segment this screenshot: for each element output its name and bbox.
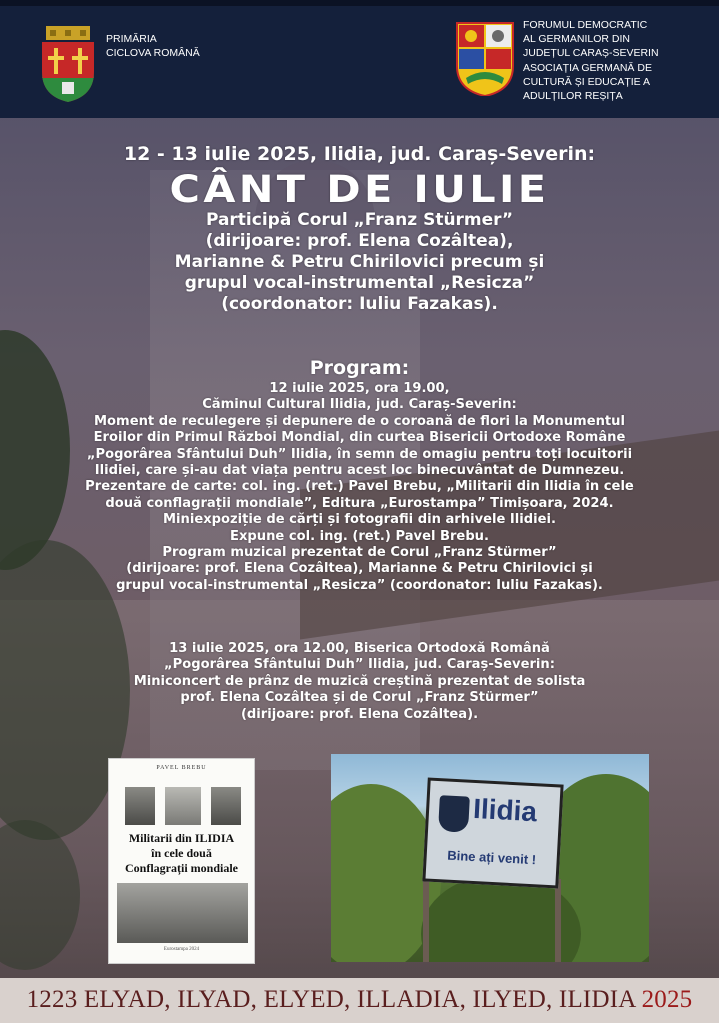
book-title bbox=[109, 831, 254, 876]
program-line: grupul vocal-instrumental „Resicza” (coordonator: Iuliu Fazakas). bbox=[116, 577, 603, 593]
program-day2 bbox=[0, 641, 719, 723]
sign-town-name: Ilidia bbox=[472, 792, 538, 828]
sign-post bbox=[423, 874, 429, 962]
book-publisher bbox=[109, 947, 254, 952]
event-title: CÂNT DE IULIE bbox=[169, 168, 550, 211]
book-title-line: în cele două bbox=[151, 846, 212, 860]
participants-line: grupul vocal-instrumental „Resicza” bbox=[184, 273, 535, 293]
program-line: Eroilor din Primul Război Mondial, din curtea Bisericii Ortodoxe Române bbox=[93, 430, 626, 446]
forum-line-6: ADULȚILOR REȘIȚA bbox=[523, 90, 623, 103]
book-portraits bbox=[125, 787, 241, 825]
header-bar bbox=[0, 0, 719, 118]
book-title-line: Militarii din ILIDIA bbox=[128, 831, 235, 845]
forum-line-3: JUDEȚUL CARAȘ-SEVERIN bbox=[523, 47, 659, 60]
program-line: Moment de reculegere și depunere de o coroană de flori la Monumentul bbox=[94, 413, 625, 429]
footer-band bbox=[0, 978, 719, 1023]
program-line: „Pogorârea Sfântului Duh” Ilidia, jud. Caraș-Severin: bbox=[164, 657, 555, 673]
program-line: prof. Elena Cozâltea și de Corul „Franz Stürmer” bbox=[180, 690, 539, 706]
participants-line: Marianne & Petru Chirilovici precum și bbox=[174, 252, 545, 272]
forum-line-5: CULTURĂ ȘI EDUCAȚIE A bbox=[523, 75, 650, 88]
caras-severin-crest-icon bbox=[456, 22, 514, 96]
participants-block bbox=[0, 210, 719, 315]
shield-icon bbox=[438, 795, 470, 833]
footer-year: 2025 bbox=[641, 986, 693, 1013]
forum-line-4: ASOCIAȚIA GERMANĂ DE bbox=[523, 61, 652, 74]
program-day1 bbox=[0, 381, 719, 594]
portrait-photo bbox=[125, 787, 155, 825]
program-line: „Pogorârea Sfântului Duh” Ilidia, în semn de omagiu pentru toți locuitorii bbox=[86, 446, 633, 462]
program-line: (dirijoare: prof. Elena Cozâltea), Marianne & Petru Chirilovici și bbox=[126, 561, 593, 577]
ilidia-sign-photo bbox=[331, 754, 649, 962]
header-top-strip bbox=[0, 0, 719, 6]
monument-photo bbox=[165, 787, 201, 825]
forum-label bbox=[523, 18, 659, 103]
event-dateline: 12 - 13 iulie 2025, Ilidia, jud. Caraș-Severin: bbox=[123, 143, 596, 165]
ciclova-crest-icon bbox=[40, 26, 96, 102]
program-line: Miniconcert de prânz de muzică creștină prezentat de solista bbox=[133, 673, 586, 689]
book-cover-image bbox=[108, 758, 255, 964]
sign-post bbox=[555, 879, 561, 962]
program-line: Miniexpoziție de cărți și fotografii din arhivele Ilidiei. bbox=[163, 512, 556, 528]
footer-history bbox=[0, 986, 719, 1014]
book-author: PAVEL BREBU bbox=[156, 765, 207, 771]
forum-line-1: FORUMUL DEMOCRATIC bbox=[523, 19, 648, 31]
program-line: Ilidiei, care și-au dat viața pentru acest loc binecuvântat de Dumnezeu. bbox=[94, 463, 625, 479]
program-title: Program: bbox=[309, 357, 410, 379]
publisher-name: Eurostampa bbox=[163, 947, 188, 952]
footer-names: 1223 ELYAD, ILYAD, ELYED, ILLADIA, ILYED, ILIDIA bbox=[26, 986, 636, 1013]
publisher-year: 2024 bbox=[189, 947, 200, 952]
participants-line: (dirijoare: prof. Elena Cozâltea), bbox=[205, 231, 514, 251]
primaria-label bbox=[106, 32, 200, 60]
book-title-line: Conflagrații mondiale bbox=[125, 861, 238, 875]
forum-line-2: AL GERMANILOR DIN bbox=[523, 33, 630, 46]
program-line: 13 iulie 2025, ora 12.00, Biserica Ortodoxă Română bbox=[169, 641, 550, 656]
soldiers-photo bbox=[117, 883, 248, 943]
participants-line: (coordonator: Iuliu Fazakas). bbox=[221, 294, 498, 314]
program-line: Expune col. ing. (ret.) Pavel Brebu. bbox=[230, 528, 489, 544]
town-sign bbox=[422, 778, 563, 889]
primaria-line-2: CICLOVA ROMÂNĂ bbox=[106, 47, 200, 59]
portrait-photo bbox=[211, 787, 241, 825]
program-line: două conflagrații mondiale”, Editura „Eurostampa” Timișoara, 2024. bbox=[105, 495, 614, 511]
program-line: Căminul Cultural Ilidia, jud. Caraș-Severin: bbox=[202, 397, 517, 413]
program-line: 12 iulie 2025, ora 19.00, bbox=[269, 381, 450, 396]
program-line: (dirijoare: prof. Elena Cozâltea). bbox=[240, 706, 479, 722]
primaria-line-1: PRIMĂRIA bbox=[106, 33, 157, 45]
participants-line: Participă Corul „Franz Stürmer” bbox=[205, 210, 514, 230]
program-line: Prezentare de carte: col. ing. (ret.) Pavel Brebu, „Militarii din Ilidia în cele bbox=[85, 479, 634, 495]
sign-welcome: Bine ați venit ! bbox=[446, 847, 537, 868]
program-line: Program muzical prezentat de Corul „Franz Stürmer” bbox=[162, 545, 557, 561]
